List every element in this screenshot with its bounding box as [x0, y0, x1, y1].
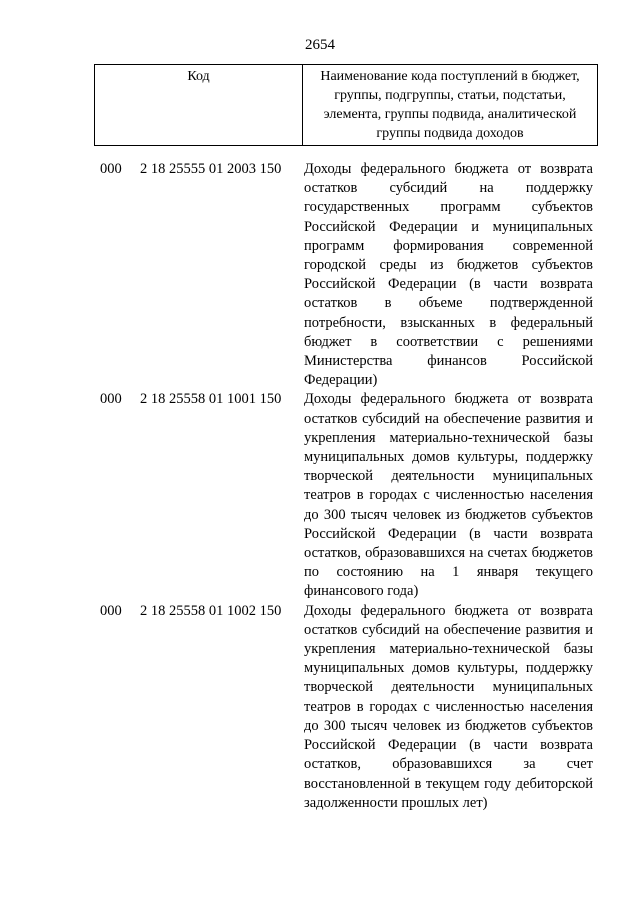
admin-code: 000	[100, 391, 122, 408]
page-number: 2654	[305, 37, 335, 53]
table-row	[94, 390, 593, 601]
table-row	[94, 160, 593, 390]
revenue-code: 2 18 25558 01 1002 150	[140, 602, 282, 619]
revenue-code: 2 18 25558 01 1001 150	[140, 391, 282, 408]
revenue-description: Доходы федерального бюджета от возврата остатков субсидий на обеспечение развития и укрепления материально-технической базы муниципальных домов культуры, поддержку творческой деятельности муниципальных театров в городах с численностью населения до 300 тысяч человек из бюджетов субъектов Российской Федерации (в части возврата остатков, образовавшихся на счетах бюджетов по состоянию на 1 января текущего финансового года)	[304, 391, 593, 600]
revenue-description: Доходы федерального бюджета от возврата остатков субсидий на обеспечение развития и укрепления материально-технической базы муниципальных домов культуры, поддержку творческой деятельности муниципальных театров в городах с численностью населения до 300 тысяч человек из бюджетов субъектов Российской Федерации (в части возврата остатков, образовавшихся за счет восстановленной в текущем году дебиторской задолженности прошлых лет)	[304, 602, 593, 811]
admin-code: 000	[100, 602, 122, 619]
revenue-description: Доходы федерального бюджета от возврата остатков субсидий на поддержку государственных программ субъектов Российской Федерации и муниципальных программ формирования современной городской среды из бюджетов субъектов Российской Федерации (в части возврата остатков в объеме подтвержденной потребности, взысканных в федеральный бюджет в соответствии с решениями Министерства финансов Российской Федерации)	[304, 161, 593, 389]
revenue-code-list	[94, 160, 593, 813]
admin-code: 000	[100, 161, 122, 177]
table-row	[94, 602, 593, 813]
revenue-code: 2 18 25555 01 2003 150	[140, 161, 282, 177]
revenue-code-table-header	[94, 64, 598, 146]
name-column-header: Наименование кода поступлений в бюджет, группы, подгруппы, статьи, подстатьи, элемента, группы подвида, аналитической группы подвида доходов	[303, 65, 598, 146]
table-header-row	[95, 65, 598, 146]
code-column-header: Код	[95, 65, 303, 146]
